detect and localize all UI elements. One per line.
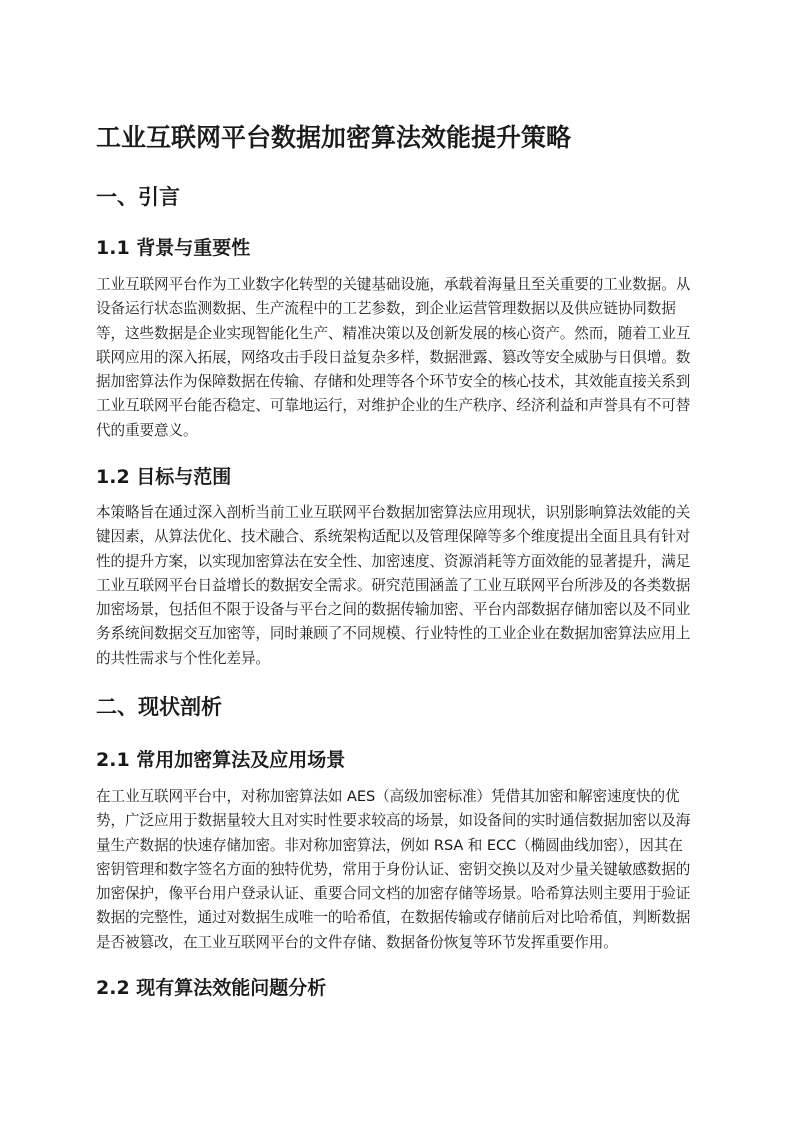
text-line: 工业互联网平台能否稳定、可靠地运行，对维护企业的生产秩序、经济利益和声誉具有不可替 (96, 397, 691, 415)
subsection-heading-background: 1.1 背景与重要性 (96, 237, 251, 259)
text-line: 工业互联网平台日益增长的数据安全需求。研究范围涵盖了工业互联网平台所涉及的各类数据 (96, 576, 691, 594)
text-line: 工业互联网平台作为工业数字化转型的关键基础设施，承载着海量且至关重要的工业数据。从 (96, 276, 691, 293)
text-line: 加密保护，像平台用户登录认证、重要合同文档的加密存储等场景。哈希算法则主要用于验证 (96, 885, 691, 903)
text-line: 设备运行状态监测数据、生产流程中的工艺参数，到企业运营管理数据以及供应链协同数据 (96, 300, 676, 318)
paragraph-background (96, 273, 700, 443)
text-line: 本策略旨在通过深入剖析当前工业互联网平台数据加密算法应用现状，识别影响算法效能的关 (96, 504, 691, 521)
text-line: 数据的完整性，通过对数据生成唯一的哈希值，在数据传输或存储前后对比哈希值，判断数据 (96, 909, 691, 927)
text-line: 在工业互联网平台中，对称加密算法如 AES（高级加密标准）凭借其加密和解密速度快的优 (96, 788, 680, 805)
text-line: 性的提升方案，以实现加密算法在安全性、加密速度、资源消耗等方面效能的显著提升，满足 (96, 552, 691, 570)
text-line: 势，广泛应用于数据量较大且对实时性要求较高的场景，如设备间的实时通信数据加密以及海 (96, 812, 691, 830)
text-line: 联网应用的深入拓展，网络攻击手段日益复杂多样，数据泄露、篡改等安全威胁与日俱增。数 (96, 348, 691, 366)
text-line: 等，这些数据是企业实现智能化生产、精准决策以及创新发展的核心资产。然而，随着工业互 (96, 324, 691, 342)
text-line: 量生产数据的快速存储加密。非对称加密算法，例如 RSA 和 ECC（椭圆曲线加密），因其在 (96, 836, 683, 854)
section-heading-introduction: 一、引言 (96, 185, 180, 209)
text-line: 是否被篡改，在工业互联网平台的文件存储、数据备份恢复等环节发挥重要作用。 (96, 933, 618, 951)
section-heading-status-analysis: 二、现状剖析 (96, 695, 222, 719)
text-line: 加密场景，包括但不限于设备与平台之间的数据传输加密、平台内部数据存储加密以及不同业 (96, 601, 691, 619)
text-line: 务系统间数据交互加密等，同时兼顾了不同规模、行业特性的工业企业在数据加密算法应用上 (96, 625, 691, 643)
paragraph-common-algorithms (96, 785, 700, 955)
subsection-heading-goals: 1.2 目标与范围 (96, 466, 232, 488)
text-line: 键因素，从算法优化、技术融合、系统架构适配以及管理保障等多个维度提出全面且具有针对 (96, 528, 691, 546)
document-title: 工业互联网平台数据加密算法效能提升策略 (96, 123, 572, 152)
text-line: 据加密算法作为保障数据在传输、存储和处理等各个环节安全的核心技术，其效能直接关系到 (96, 373, 691, 391)
paragraph-goals (96, 501, 700, 671)
subsection-heading-common-algorithms: 2.1 常用加密算法及应用场景 (96, 749, 346, 771)
text-line: 密钥管理和数字签名方面的独特优势，常用于身份认证、密钥交换以及对少量关键敏感数据的 (96, 860, 691, 878)
subsection-heading-efficiency-issues: 2.2 现有算法效能问题分析 (96, 977, 327, 999)
text-line: 的共性需求与个性化差异。 (96, 649, 270, 667)
text-line: 代的重要意义。 (96, 421, 198, 439)
